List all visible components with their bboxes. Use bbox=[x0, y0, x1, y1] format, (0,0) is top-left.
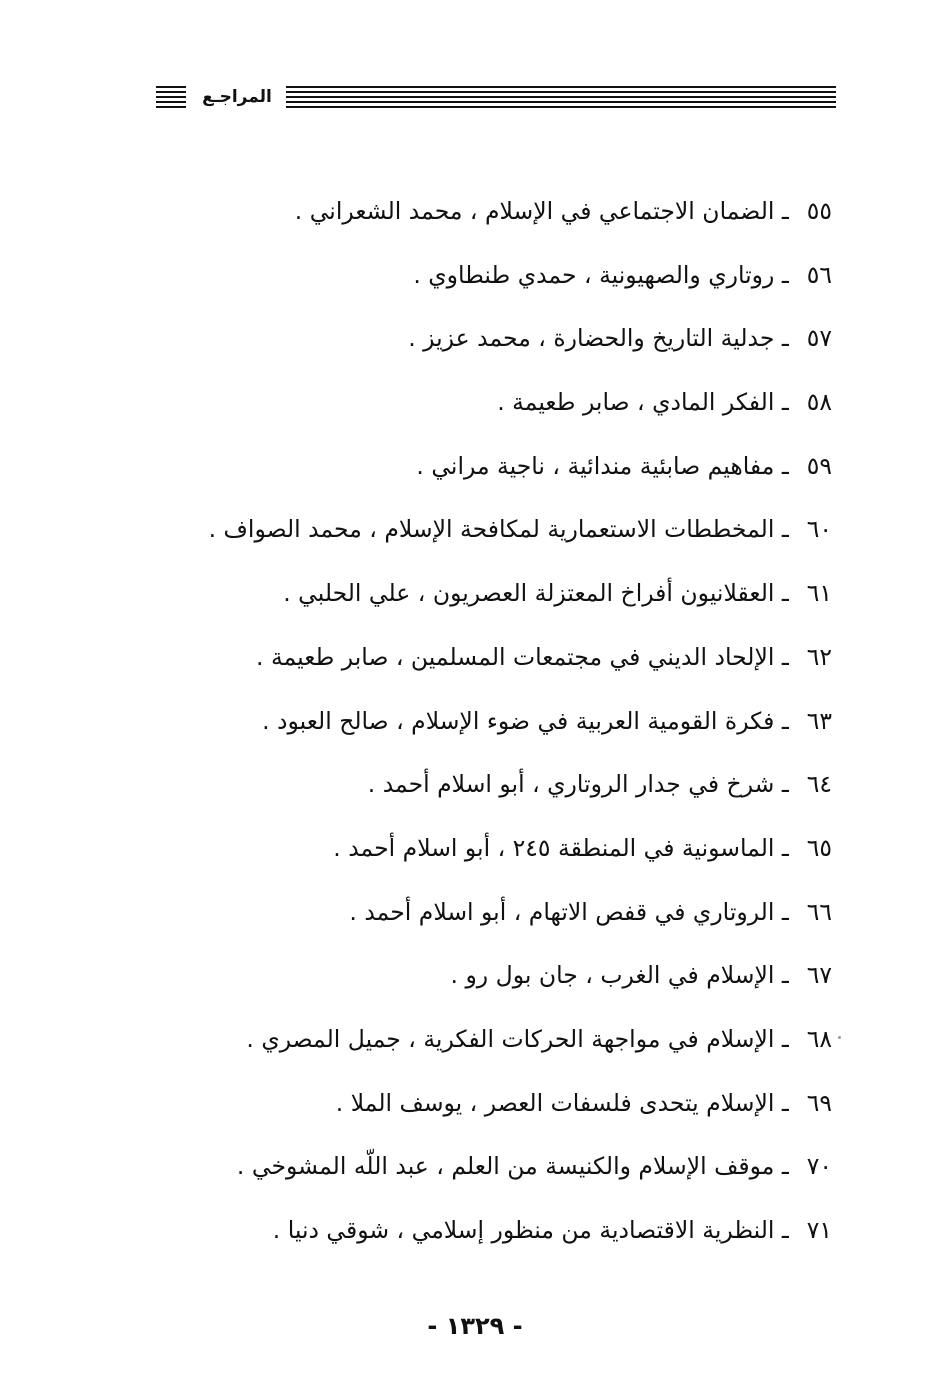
entry-text: موقف الإسلام والكنيسة من العلم ، عبد اللّه المشوخي . bbox=[236, 1152, 775, 1181]
entry-number: ٦٧ bbox=[806, 961, 832, 990]
entry-number: ٦٥ bbox=[806, 833, 832, 862]
scan-speck bbox=[838, 1036, 841, 1039]
reference-entry bbox=[112, 180, 832, 244]
entry-dash: ـ bbox=[774, 961, 789, 990]
entry-dash: ـ bbox=[774, 1216, 789, 1244]
reference-entry bbox=[112, 435, 832, 499]
entry-text: الضمان الاجتماعي في الإسلام ، محمد الشعراني . bbox=[294, 197, 775, 225]
entry-text: جدلية التاريخ والحضارة ، محمد عزيز . bbox=[408, 324, 775, 353]
reference-entry bbox=[112, 690, 832, 754]
entry-dash: ـ bbox=[774, 706, 789, 735]
entry-dash: ـ bbox=[774, 642, 789, 671]
entry-dash: ـ bbox=[774, 770, 789, 799]
reference-entry bbox=[112, 498, 832, 562]
entry-dash: ـ bbox=[774, 833, 789, 862]
reference-entry bbox=[112, 562, 832, 626]
entry-dash: ـ bbox=[774, 897, 789, 926]
reference-entry bbox=[112, 371, 832, 435]
header-rule-long bbox=[286, 86, 836, 108]
references-list bbox=[112, 180, 832, 1263]
header-title: المراجـع bbox=[202, 87, 272, 107]
entry-number: ٥٦ bbox=[806, 260, 832, 289]
reference-entry bbox=[112, 1199, 832, 1263]
entry-number: ٧١ bbox=[806, 1216, 832, 1244]
entry-text: المخططات الاستعمارية لمكافحة الإسلام ، محمد الصواف . bbox=[208, 515, 775, 544]
entry-text: الإسلام في الغرب ، جان بول رو . bbox=[450, 961, 775, 990]
reference-entry bbox=[112, 944, 832, 1008]
entry-text: النظرية الاقتصادية من منظور إسلامي ، شوقي دنيا . bbox=[272, 1216, 775, 1244]
entry-dash: ـ bbox=[774, 451, 789, 480]
entry-number: ٦٠ bbox=[806, 515, 832, 544]
header-rule-short bbox=[156, 86, 186, 108]
entry-dash: ـ bbox=[774, 515, 789, 544]
entry-text: الإلحاد الديني في مجتمعات المسلمين ، صابر طعيمة . bbox=[256, 642, 775, 671]
entry-text: الإسلام في مواجهة الحركات الفكرية ، جميل المصري . bbox=[246, 1024, 775, 1053]
entry-number: ٥٥ bbox=[806, 197, 832, 225]
entry-dash: ـ bbox=[774, 324, 789, 353]
entry-text: فكرة القومية العربية في ضوء الإسلام ، صالح العبود . bbox=[262, 706, 775, 735]
entry-dash: ـ bbox=[774, 579, 789, 608]
entry-dash: ـ bbox=[774, 1024, 789, 1053]
entry-number: ٥٩ bbox=[806, 451, 832, 480]
entry-number: ٦٦ bbox=[806, 897, 832, 926]
entry-dash: ـ bbox=[774, 388, 789, 417]
entry-number: ٦٨ bbox=[806, 1024, 832, 1053]
entry-number: ٦٢ bbox=[806, 642, 832, 671]
reference-entry bbox=[112, 753, 832, 817]
entry-number: ٦١ bbox=[806, 579, 832, 608]
reference-entry bbox=[112, 307, 832, 371]
page-number: - ١٣٢٩ - bbox=[427, 1312, 523, 1340]
entry-number: ٧٠ bbox=[806, 1152, 832, 1181]
entry-text: العقلانيون أفراخ المعتزلة العصريون ، علي الحلبي . bbox=[283, 579, 775, 608]
entry-number: ٥٨ bbox=[806, 388, 832, 417]
reference-entry bbox=[112, 817, 832, 881]
entry-number: ٦٤ bbox=[806, 770, 832, 799]
entry-text: مفاهيم صابئية مندائية ، ناجية مراني . bbox=[416, 451, 775, 480]
entry-text: الماسونية في المنطقة ٢٤٥ ، أبو اسلام أحمد . bbox=[333, 833, 775, 862]
reference-entry bbox=[112, 626, 832, 690]
reference-entry bbox=[112, 244, 832, 308]
entry-text: الإسلام يتحدى فلسفات العصر ، يوسف الملا . bbox=[335, 1088, 775, 1117]
entry-number: ٦٩ bbox=[806, 1088, 832, 1117]
entry-dash: ـ bbox=[774, 197, 789, 225]
reference-entry bbox=[112, 881, 832, 945]
reference-entry bbox=[112, 1008, 832, 1072]
reference-entry bbox=[112, 1072, 832, 1136]
entry-dash: ـ bbox=[774, 1088, 789, 1117]
entry-number: ٥٧ bbox=[806, 324, 832, 353]
reference-entry bbox=[112, 1135, 832, 1199]
entry-text: شرخ في جدار الروتاري ، أبو اسلام أحمد . bbox=[367, 770, 775, 799]
entry-text: روتاري والصهيونية ، حمدي طنطاوي . bbox=[413, 260, 775, 289]
entry-text: الفكر المادي ، صابر طعيمة . bbox=[497, 388, 775, 417]
running-header bbox=[156, 82, 836, 112]
entry-text: الروتاري في قفص الاتهام ، أبو اسلام أحمد . bbox=[349, 897, 775, 926]
entry-dash: ـ bbox=[774, 260, 789, 289]
entry-dash: ـ bbox=[774, 1152, 789, 1181]
entry-number: ٦٣ bbox=[806, 706, 832, 735]
